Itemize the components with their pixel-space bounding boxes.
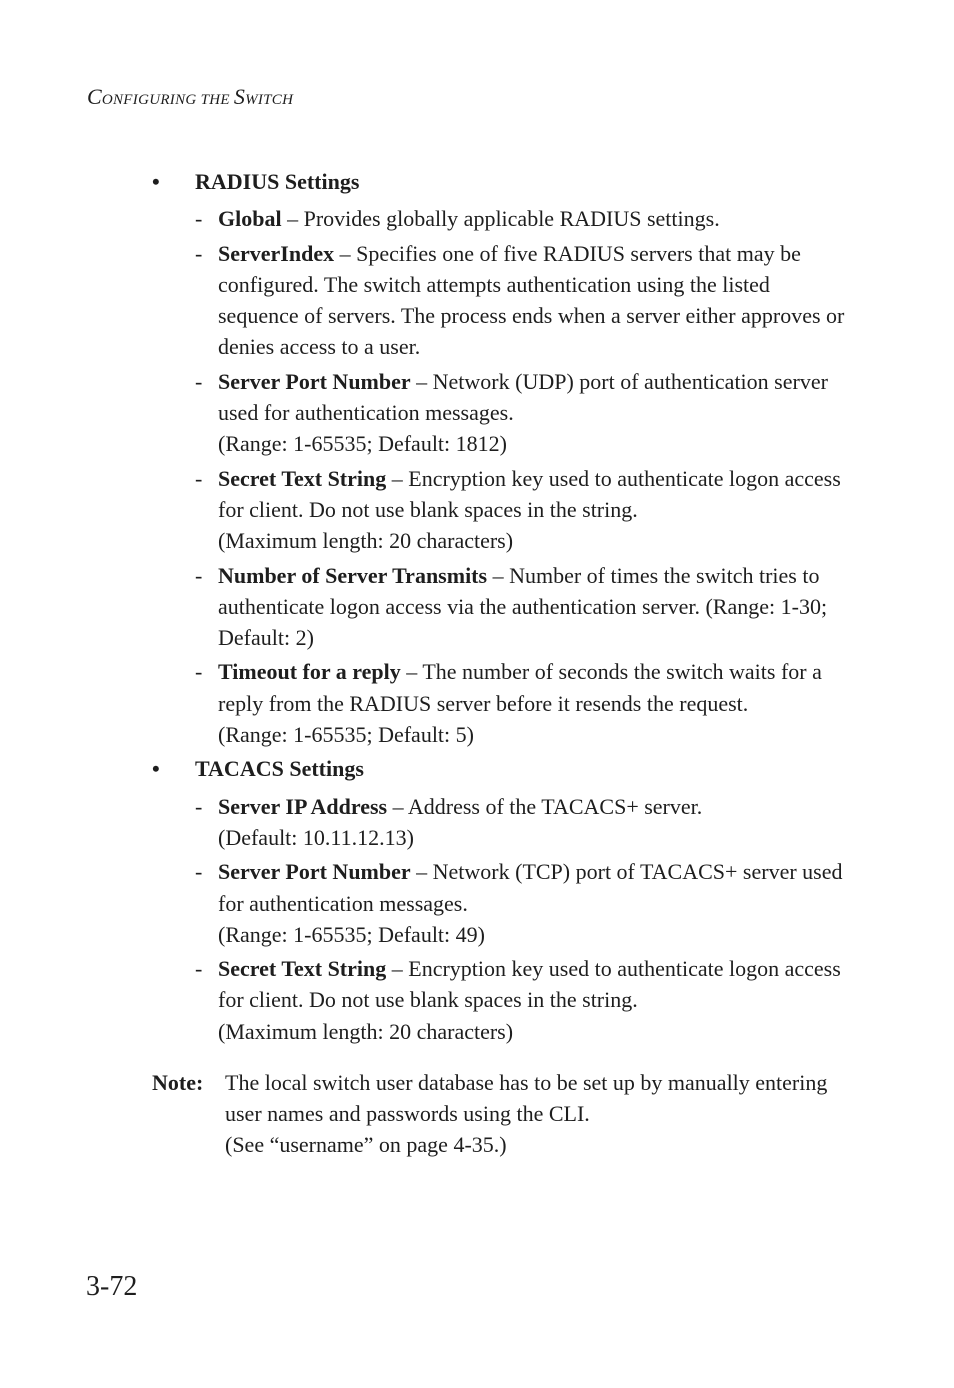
- list-item-server-ip-address: [152, 791, 852, 854]
- item-description: – Provides globally applicable RADIUS settings.: [281, 206, 720, 232]
- dash-marker: -: [195, 956, 203, 982]
- list-item-serverindex: [152, 238, 852, 363]
- item-description: – Network (UDP) port of authentication server used for authentication messages.: [218, 368, 828, 426]
- dash-marker: -: [195, 793, 203, 819]
- item-description: – The number of seconds the switch waits for a reply from the RADIUS server before it resends the request.: [218, 659, 822, 716]
- section-title: RADIUS Settings: [195, 169, 360, 194]
- bullet-icon: •: [152, 756, 160, 782]
- section-tacacs-settings: [152, 753, 852, 1047]
- item-description: – Number of times the switch tries to authenticate logon access via the authentication server. (Range: 1-30; Default: 2): [218, 562, 828, 651]
- dash-marker: -: [195, 465, 203, 491]
- item-description: – Encryption key used to authenticate logon access for client. Do not use blank spaces in the string.: [218, 465, 841, 522]
- dash-marker: -: [195, 659, 203, 685]
- bullet-icon: •: [152, 169, 160, 194]
- running-head: [87, 84, 293, 110]
- item-description: – Address of the TACACS+ server.: [387, 793, 703, 819]
- item-description: – Encryption key used to authenticate logon access for client. Do not use blank spaces in the string.: [218, 956, 841, 1013]
- note-text: The local switch user database has to be set up by manually entering user names and passwords using the CLI.: [225, 1070, 828, 1126]
- section-heading: [152, 753, 852, 784]
- item-term: Timeout for a reply: [218, 659, 401, 685]
- item-range: (Range: 1-65535; Default: 1812): [218, 431, 507, 457]
- item-range: (Maximum length: 20 characters): [218, 528, 514, 554]
- item-term: Server Port Number: [218, 859, 411, 885]
- item-term: Number of Server Transmits: [218, 562, 488, 588]
- running-head-smallcaps-1: ONFIGURING THE: [101, 92, 234, 108]
- item-term: Server IP Address: [218, 793, 388, 819]
- section-heading: [152, 166, 852, 197]
- list-item-timeout-for-a-reply: [152, 656, 852, 750]
- dash-marker: -: [195, 368, 203, 394]
- item-term: Server Port Number: [218, 368, 411, 394]
- item-term: Secret Text String: [218, 956, 387, 982]
- list-item-number-of-server-transmits: [152, 560, 852, 654]
- item-range: (Maximum length: 20 characters): [218, 1018, 514, 1044]
- note-reference: (See “username” on page 4-35.): [225, 1132, 507, 1157]
- item-term: Global: [218, 206, 282, 232]
- dash-marker: -: [195, 240, 203, 266]
- section-title: TACACS Settings: [195, 756, 364, 782]
- running-head-smallcaps-2: WITCH: [245, 92, 294, 108]
- dash-marker: -: [195, 206, 203, 232]
- list-item-server-port-number: [152, 856, 852, 950]
- list-item-secret-text-string: [152, 953, 852, 1047]
- dash-marker: -: [195, 562, 203, 588]
- list-item-secret-text-string: [152, 463, 852, 557]
- item-range: (Default: 10.11.12.13): [218, 824, 414, 850]
- note-block: [152, 1067, 852, 1160]
- list-item-global: [152, 203, 852, 234]
- note-body: [152, 1067, 852, 1160]
- running-head-cap-s: S: [233, 84, 246, 109]
- running-head-cap-c: C: [87, 84, 102, 109]
- page-number: 3-72: [86, 1271, 138, 1302]
- item-description: – Specifies one of five RADIUS servers that may be configured. The switch attempts authentication using the listed sequence of servers. The process ends when a server either approves or denies access to a user.: [218, 240, 845, 360]
- item-range: (Range: 1-65535; Default: 5): [218, 722, 474, 748]
- item-term: ServerIndex: [218, 240, 335, 266]
- note-label: Note:: [152, 1070, 204, 1095]
- list-item-server-port-number: [152, 366, 852, 460]
- main-content: [152, 166, 852, 1050]
- dash-marker: -: [195, 859, 203, 885]
- item-term: Secret Text String: [218, 465, 387, 491]
- item-description: – Network (TCP) port of TACACS+ server used for authentication messages.: [218, 859, 843, 916]
- section-radius-settings: [152, 166, 852, 750]
- item-range: (Range: 1-65535; Default: 49): [218, 921, 485, 947]
